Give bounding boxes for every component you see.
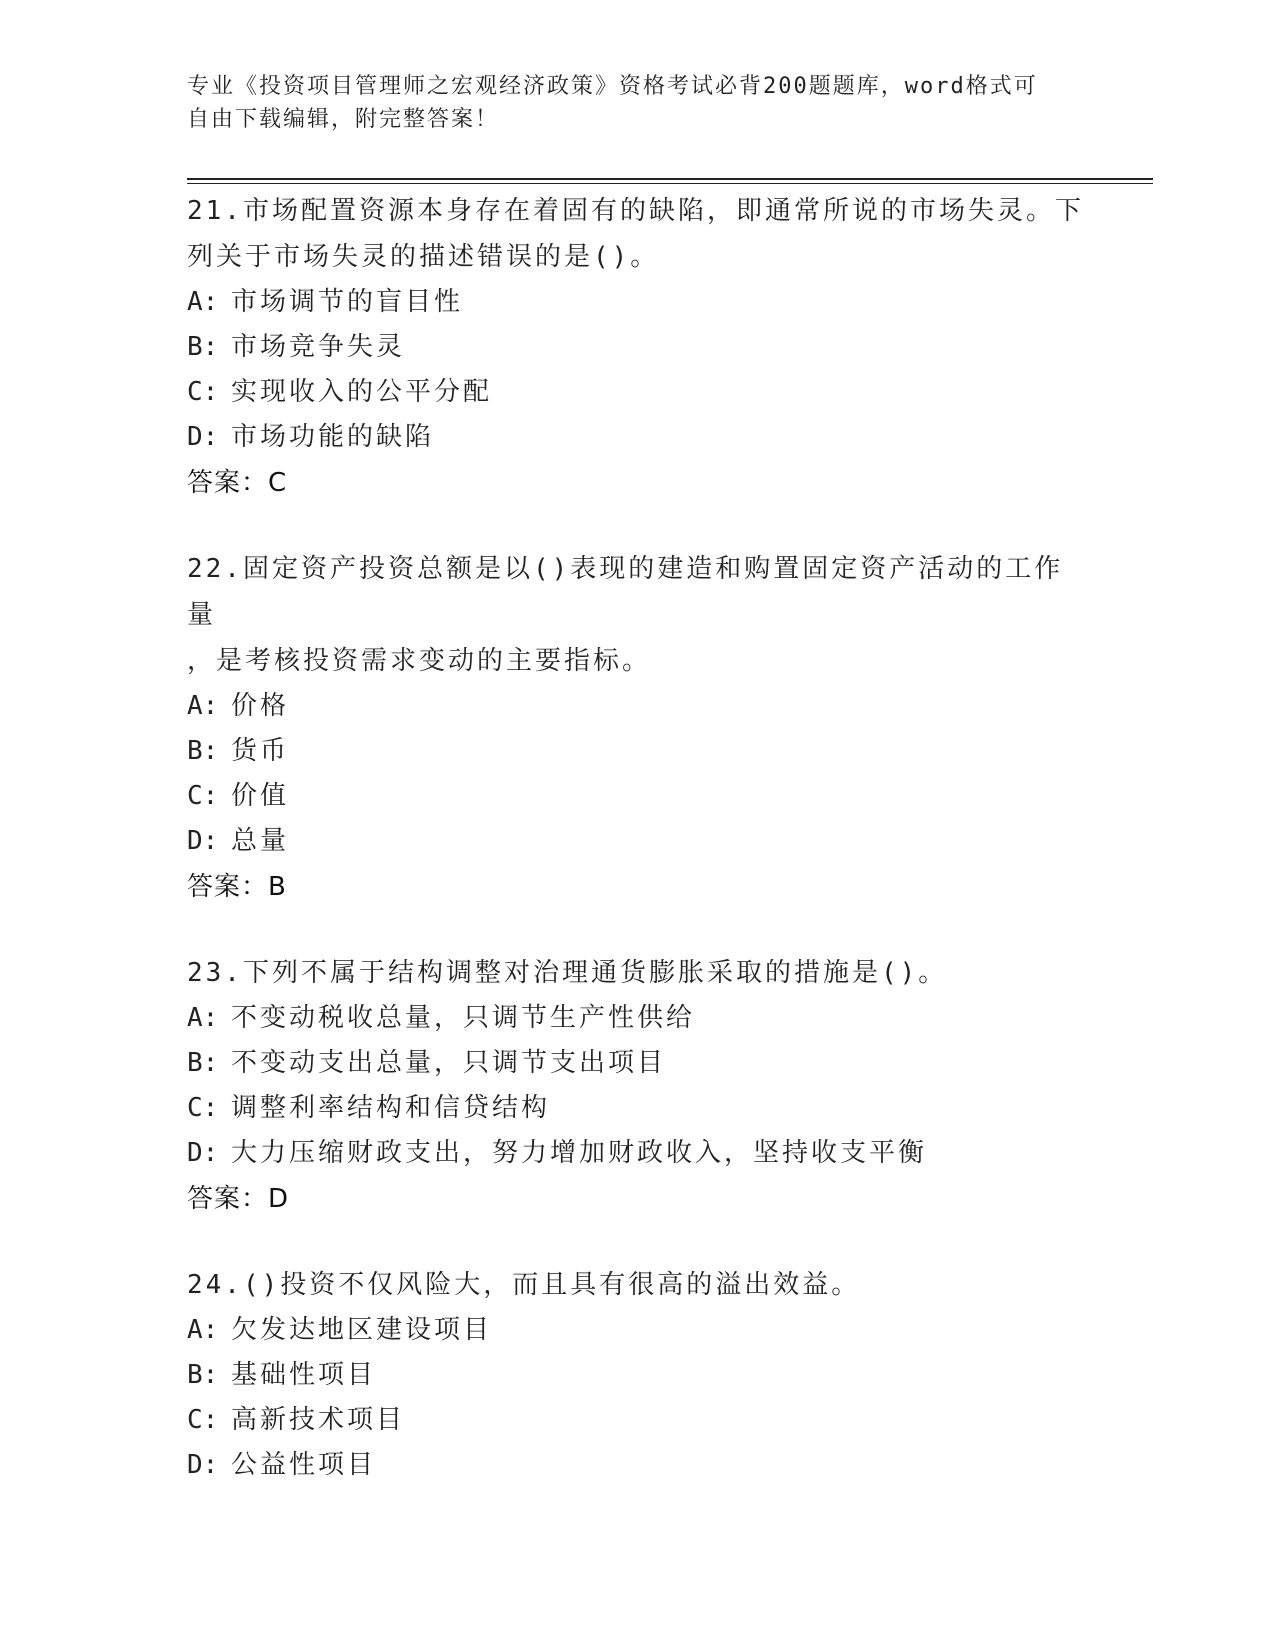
- option-letter: B:: [187, 736, 219, 766]
- option-letter: A:: [187, 1315, 219, 1345]
- question-stem-line: 列关于市场失灵的描述错误的是()。: [187, 242, 660, 272]
- option-c: [187, 774, 1087, 819]
- option-text: 欠发达地区建设项目: [231, 1315, 493, 1345]
- option-a: [187, 280, 1087, 325]
- option-d: [187, 415, 1087, 460]
- question-stem-line: ，是考核投资需求变动的主要指标。: [187, 646, 652, 676]
- option-letter: A:: [187, 691, 219, 721]
- option-letter: B:: [187, 332, 219, 362]
- answer-value: B: [268, 872, 286, 902]
- option-text: 价值: [231, 781, 290, 811]
- option-text: 市场调节的盲目性: [231, 287, 464, 317]
- option-letter: D:: [187, 1450, 219, 1480]
- header-divider-thin: [187, 183, 1153, 184]
- option-a: [187, 1308, 1087, 1353]
- option-d: [187, 819, 1087, 864]
- option-letter: A:: [187, 1003, 219, 1033]
- option-text: 价格: [231, 691, 290, 721]
- option-letter: C:: [187, 1093, 219, 1123]
- option-text: 公益性项目: [231, 1450, 377, 1480]
- option-letter: C:: [187, 781, 219, 811]
- option-a: [187, 684, 1087, 729]
- option-b: [187, 1353, 1087, 1398]
- answer-line: [187, 460, 1087, 506]
- question-stem-line: 23.下列不属于结构调整对治理通货膨胀采取的措施是()。: [187, 958, 948, 988]
- option-b: [187, 325, 1087, 370]
- option-a: [187, 996, 1087, 1041]
- answer-label: 答案：: [187, 468, 269, 498]
- option-text: 不变动支出总量，只调节支出项目: [231, 1048, 667, 1078]
- question-stem: [187, 188, 1087, 280]
- question-22: [187, 546, 1087, 910]
- option-letter: B:: [187, 1360, 219, 1390]
- option-letter: C:: [187, 1405, 219, 1435]
- question-stem-line: 22.固定资产投资总额是以()表现的建造和购置固定资产活动的工作量: [187, 554, 1064, 630]
- document-header: [187, 70, 1087, 136]
- option-letter: A:: [187, 287, 219, 317]
- question-21: [187, 188, 1087, 506]
- option-text: 货币: [231, 736, 290, 766]
- header-line-1: 专业《投资项目管理师之宏观经济政策》资格考试必背200题题库，word格式可: [187, 74, 1038, 99]
- option-letter: D:: [187, 826, 219, 856]
- option-c: [187, 1398, 1087, 1443]
- option-text: 总量: [231, 826, 290, 856]
- option-letter: B:: [187, 1048, 219, 1078]
- option-c: [187, 1086, 1087, 1131]
- option-text: 大力压缩财政支出，努力增加财政收入，坚持收支平衡: [231, 1138, 928, 1168]
- header-line-2: 自由下载编辑，附完整答案！: [187, 107, 500, 132]
- option-text: 基础性项目: [231, 1360, 377, 1390]
- option-b: [187, 1041, 1087, 1086]
- option-text: 调整利率结构和信贷结构: [231, 1093, 551, 1123]
- question-stem: [187, 546, 1087, 684]
- option-d: [187, 1131, 1087, 1176]
- option-letter: D:: [187, 1138, 219, 1168]
- option-b: [187, 729, 1087, 774]
- option-letter: C:: [187, 377, 219, 407]
- question-stem: [187, 1262, 1087, 1308]
- option-text: 高新技术项目: [231, 1405, 406, 1435]
- option-c: [187, 370, 1087, 415]
- option-text: 市场功能的缺陷: [231, 422, 435, 452]
- question-24: [187, 1262, 1087, 1488]
- option-d: [187, 1443, 1087, 1488]
- header-divider-thick: [187, 178, 1153, 180]
- answer-label: 答案：: [187, 1184, 269, 1214]
- question-stem: [187, 950, 1087, 996]
- answer-label: 答案：: [187, 872, 269, 902]
- question-stem-line: 21.市场配置资源本身存在着固有的缺陷，即通常所说的市场失灵。下: [187, 196, 1084, 226]
- option-text: 实现收入的公平分配: [231, 377, 493, 407]
- question-list: [187, 188, 1087, 1528]
- answer-value: D: [268, 1184, 289, 1214]
- question-23: [187, 950, 1087, 1222]
- option-letter: D:: [187, 422, 219, 452]
- answer-value: C: [268, 468, 287, 498]
- question-stem-line: 24.()投资不仅风险大，而且具有很高的溢出效益。: [187, 1270, 861, 1300]
- answer-line: [187, 864, 1087, 910]
- option-text: 不变动税收总量，只调节生产性供给: [231, 1003, 696, 1033]
- answer-line: [187, 1176, 1087, 1222]
- option-text: 市场竞争失灵: [231, 332, 406, 362]
